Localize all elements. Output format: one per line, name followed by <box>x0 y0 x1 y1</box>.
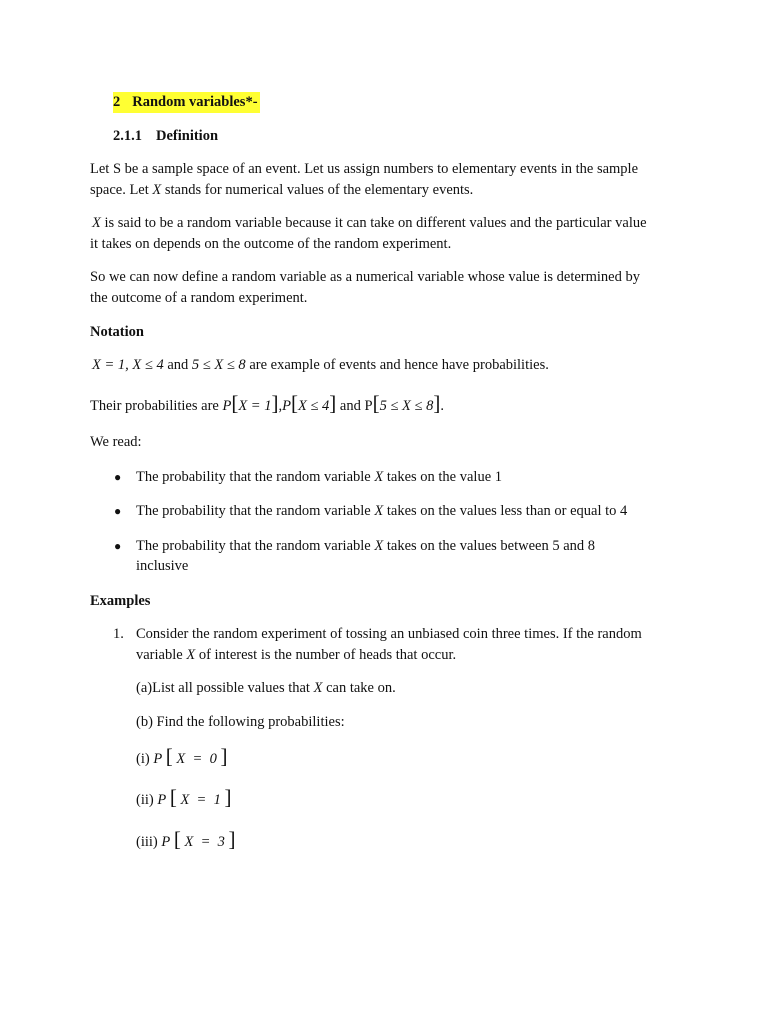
math-expression: X = 3 <box>184 834 225 850</box>
bullet-dot: ● <box>114 504 122 518</box>
subsection-heading <box>113 126 218 147</box>
events-line <box>92 355 549 376</box>
math-events-a: X = 1, X ≤ 4 <box>92 357 164 373</box>
bullet-dot: ● <box>114 470 122 484</box>
bracket-left: [ <box>165 744 173 768</box>
bracket-right: ] <box>228 827 236 851</box>
math-expression: X = 0 <box>176 751 217 767</box>
example-line-2 <box>136 645 456 666</box>
paragraph-1-line-2 <box>90 180 473 201</box>
math-x: X <box>374 538 384 554</box>
math-expression: 5 ≤ X ≤ 8 <box>379 398 434 414</box>
text-fragment: and <box>163 357 192 373</box>
math-p: P <box>282 398 291 414</box>
text-fragment: is said to be a random variable because it can take on different values and the particular value <box>100 215 647 231</box>
section-title: Random variables*- <box>132 94 258 110</box>
math-p: P <box>157 792 167 808</box>
item-label: (i) <box>136 751 150 767</box>
paragraph-3-line-1: So we can now define a random variable as a numerical variable whose value is determined by <box>90 269 640 285</box>
examples-heading: Examples <box>90 593 151 609</box>
bullet-item-3-line-2: inclusive <box>136 558 189 574</box>
probability-item-ii <box>136 785 232 811</box>
bullet-item-2 <box>136 501 627 522</box>
text-fragment: variable <box>136 647 187 663</box>
math-expression: X = 1 <box>238 398 272 414</box>
probabilities-line <box>90 391 444 417</box>
paragraph-1-line-1: Let S be a sample space of an event. Let us assign numbers to elementary events in the sample <box>90 161 639 177</box>
item-label: (iii) <box>136 834 158 850</box>
bracket-left: [ <box>290 391 298 415</box>
bullet-dot: ● <box>114 539 122 553</box>
bullet-item-3 <box>136 536 595 557</box>
math-p: P <box>222 398 232 414</box>
math-x: X <box>313 680 323 696</box>
text-fragment: are example of events and hence have probabilities. <box>245 357 549 373</box>
math-expression: X ≤ 4 <box>297 398 330 414</box>
paragraph-2-line-1 <box>92 213 647 234</box>
notation-heading: Notation <box>90 324 144 340</box>
subsection-title: Definition <box>156 128 219 144</box>
math-events-b: 5 ≤ X ≤ 8 <box>191 357 246 373</box>
paragraph-3-line-2 <box>90 288 307 309</box>
text-fragment: takes on the values between 5 and 8 <box>383 538 596 554</box>
example-part-a <box>136 678 396 699</box>
bracket-right: ] <box>271 391 279 415</box>
math-x: X <box>152 182 162 198</box>
math-p: P <box>161 834 171 850</box>
math-x: X <box>186 647 196 663</box>
text-fragment: of interest is the number of heads that occur. <box>195 647 457 663</box>
bracket-left: [ <box>169 785 177 809</box>
text-fragment: and <box>336 398 365 414</box>
bracket-right: ] <box>329 391 337 415</box>
example-line-1: Consider the random experiment of tossing an unbiased coin three times. If the random <box>136 626 642 642</box>
example-part-b: (b) Find the following probabilities: <box>136 714 345 730</box>
bracket-right: ] <box>220 744 228 768</box>
text-fragment: The probability that the random variable <box>136 538 375 554</box>
section-heading <box>113 92 260 113</box>
text-fragment: stands for numerical values of the elementary events. <box>161 182 474 198</box>
bracket-left: [ <box>372 391 380 415</box>
example-number: 1. <box>113 626 124 642</box>
text-fragment: The probability that the random variable <box>136 503 375 519</box>
probability-item-iii <box>136 827 236 853</box>
bracket-left: [ <box>173 827 181 851</box>
probability-item-i <box>136 744 228 770</box>
text-fragment: Their probabilities are <box>90 398 223 414</box>
math-x: X <box>374 503 384 519</box>
period: . <box>440 398 444 414</box>
bracket-left: [ <box>231 391 239 415</box>
section-number: 2 <box>113 94 121 110</box>
text-fragment: takes on the value 1 <box>383 469 503 485</box>
text-fragment: (a)List all possible values that <box>136 680 314 696</box>
text-fragment: can take on. <box>322 680 396 696</box>
paragraph-2-line-2: it takes on depends on the outcome of the random experiment. <box>90 236 452 252</box>
text-fragment: takes on the values less than or equal to 4 <box>383 503 628 519</box>
comma: , <box>278 398 283 414</box>
text-fragment: the outcome of a random experiment. <box>90 290 308 306</box>
subsection-number: 2.1.1 <box>113 128 142 144</box>
math-p: P <box>153 751 163 767</box>
text-fragment: space. Let <box>90 182 153 198</box>
bracket-right: ] <box>433 391 441 415</box>
we-read-line: We read: <box>90 434 142 450</box>
math-p-upright: P <box>364 398 373 414</box>
bullet-item-1 <box>136 467 502 488</box>
bracket-right: ] <box>224 785 232 809</box>
item-label: (ii) <box>136 792 154 808</box>
math-expression: X = 1 <box>180 792 221 808</box>
math-x: X <box>92 215 101 231</box>
text-fragment: The probability that the random variable <box>136 469 375 485</box>
math-x: X <box>374 469 384 485</box>
